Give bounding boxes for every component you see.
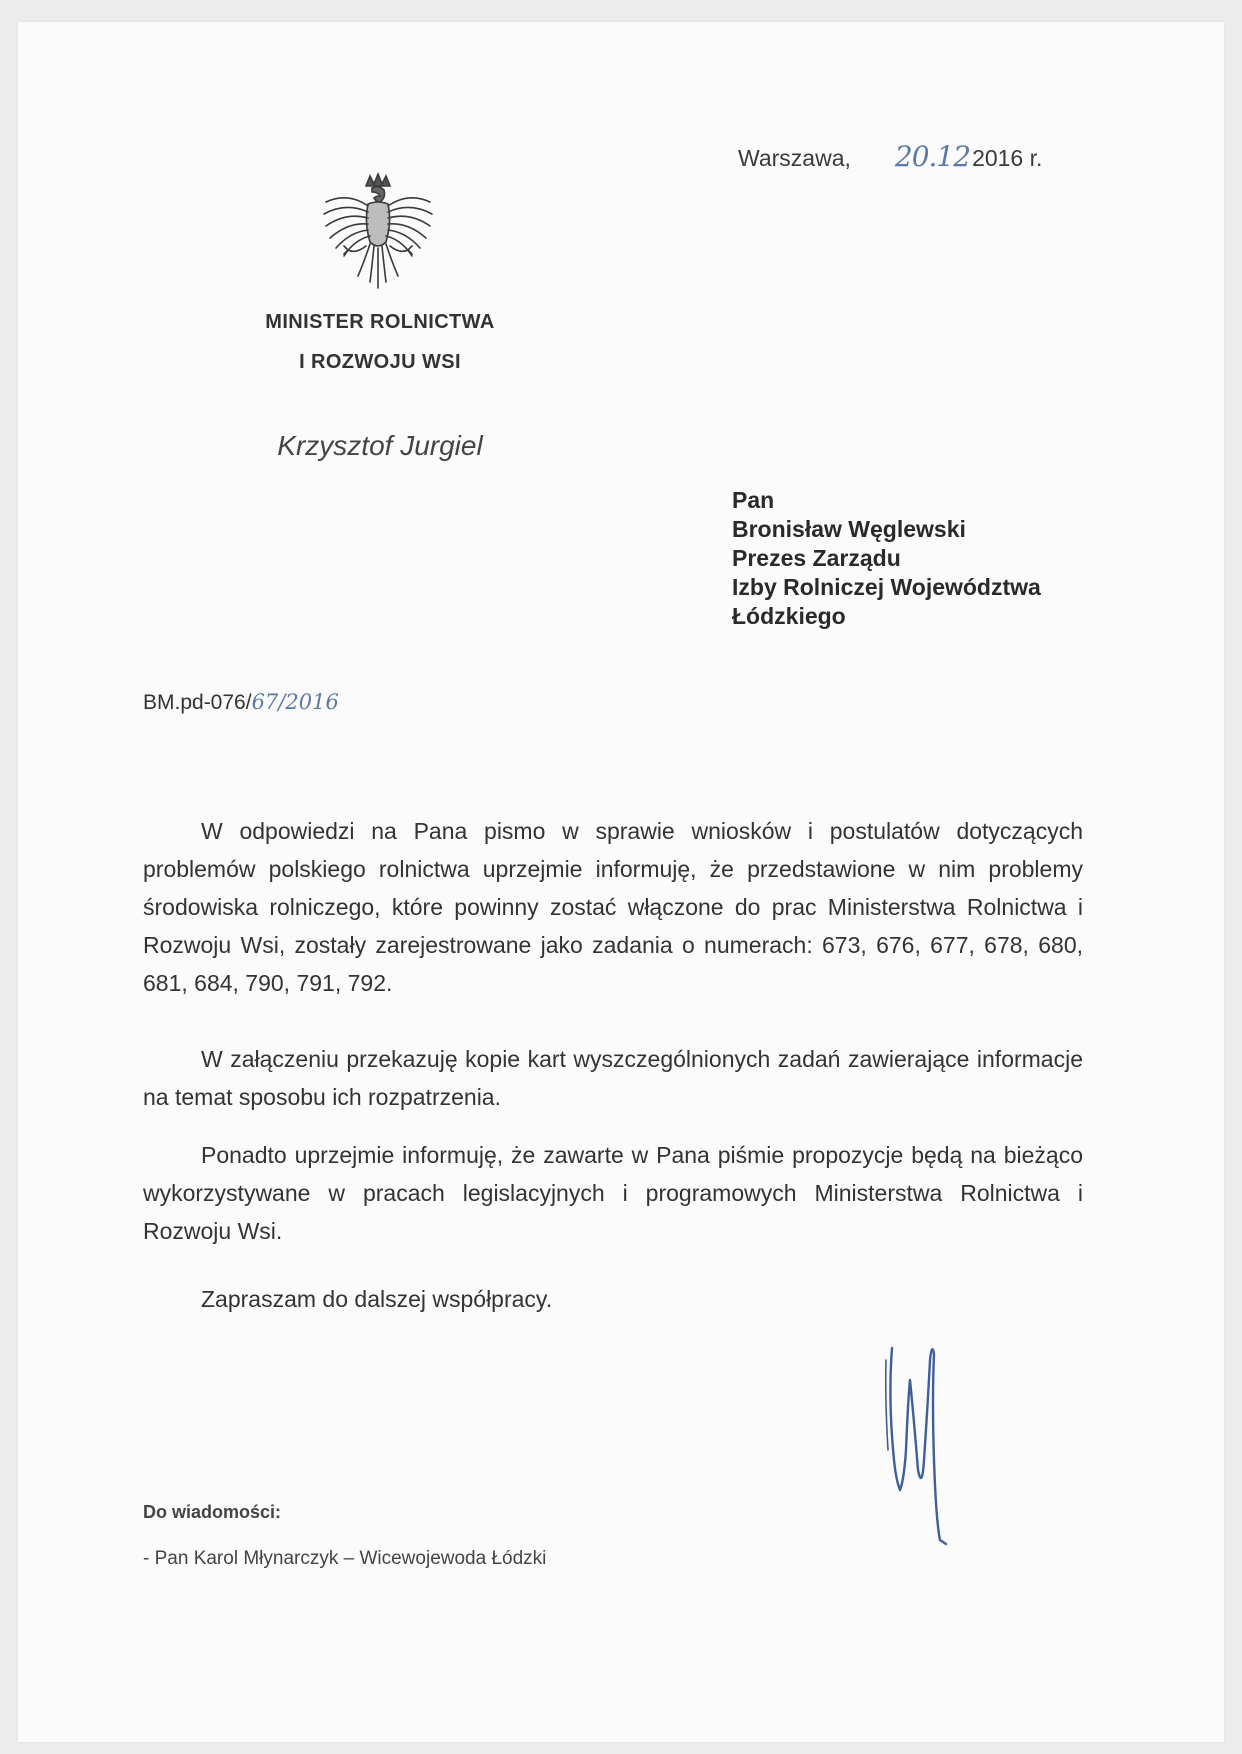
reference-number [143, 690, 339, 715]
body-paragraph-3 [143, 1136, 1083, 1250]
ministry-line-1: MINISTER ROLNICTWA [265, 311, 495, 333]
ministry-line-2: I ROZWOJU WSI [299, 351, 461, 373]
reference-handwritten: 67/2016 [251, 690, 339, 714]
copies-title: Do wiadomości: [143, 1502, 282, 1522]
minister-name: Krzysztof Jurgiel [277, 430, 483, 461]
recipient-organization-2: Łódzkiego [732, 603, 846, 629]
recipient-salutation: Pan [732, 487, 775, 513]
polish-eagle-emblem-icon [318, 172, 438, 297]
body-paragraph-4 [143, 1280, 1083, 1318]
copies-item-1: - Pan Karol Młynarczyk – Wicewojewoda Łódzki [143, 1548, 547, 1569]
handwritten-signature-icon [880, 1340, 950, 1550]
place-date-line [738, 140, 1042, 173]
body-paragraph-1 [143, 812, 1083, 1002]
body-paragraph-2 [143, 1040, 1083, 1116]
paragraph-1-text: W odpowiedzi na Pana pismo w sprawie wniosków i postulatów dotyczących problemów polskiego rolnictwa uprzejmie informuję, że przedstawione w nim problemy środowiska rolniczego, które powinny zostać włączone do prac Ministerstwa Rolnictwa i Rozwoju Wsi, zostały zarejestrowane jako zadania o numerach: 673, 676, 677, 678, 680, 681, 684, 790, 791, 792. [143, 818, 1083, 996]
reference-printed: BM.pd-076/ [143, 691, 252, 714]
recipient-position: Prezes Zarządu [732, 545, 901, 571]
year: 2016 r. [972, 145, 1043, 171]
recipient-name: Bronisław Węglewski [732, 516, 966, 542]
handwritten-date: 20.12 [894, 140, 971, 173]
ministry-header [236, 302, 524, 382]
paragraph-4-text: Zapraszam do dalszej współpracy. [201, 1286, 553, 1312]
paragraph-3-text: Ponadto uprzejmie informuję, że zawarte w Pana piśmie propozycje będą na bieżąco wykorzystywane w pracach legislacyjnych i programowych Ministerstwa Rolnictwa i Rozwoju Wsi. [143, 1142, 1083, 1244]
recipient-address [732, 486, 1041, 631]
recipient-organization-1: Izby Rolniczej Województwa [732, 574, 1041, 600]
place: Warszawa, [738, 145, 851, 171]
paragraph-2-text: W załączeniu przekazuję kopie kart wyszczególnionych zadań zawierające informacje na temat sposobu ich rozpatrzenia. [143, 1046, 1083, 1110]
